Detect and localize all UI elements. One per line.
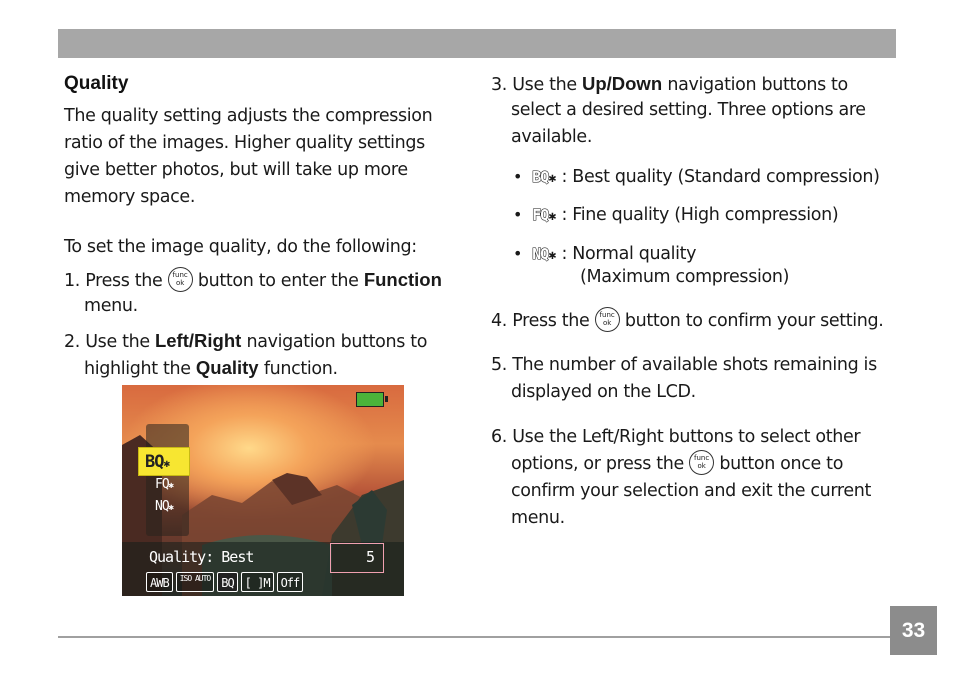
metering-icon: [ ]M (241, 572, 274, 592)
shots-remaining: 5 (330, 543, 384, 573)
awb-icon: AWB (146, 572, 173, 592)
func-ok-icon: func ok (595, 307, 620, 332)
intro-line-3: give better photos, but will take up more (64, 160, 408, 180)
step-bold: Up/Down (581, 73, 663, 94)
step-1-line-2: menu. (84, 296, 138, 316)
menu-option-nq: NQ✱ (155, 499, 174, 514)
lcd-icon-row (146, 572, 303, 594)
footer-divider (58, 636, 890, 638)
step-bold: Quality (195, 357, 259, 378)
selected-quality-option: BQ✱ (138, 447, 190, 476)
step-bold: Left/Right (154, 330, 242, 351)
camera-lcd-screenshot (122, 385, 404, 596)
page-number: 33 (890, 606, 937, 655)
step-6-line-3: confirm your selection and exit the current (511, 481, 872, 501)
fine-quality-icon: FQ (532, 205, 549, 224)
iso-auto-icon: ISO AUTO (176, 572, 215, 592)
step-5: 5. The number of available shots remaining is (491, 355, 877, 375)
lcd-quality-label: Quality: Best (149, 548, 254, 566)
func-ok-icon: func ok (168, 267, 193, 292)
intro-line-1: The quality setting adjusts the compression (64, 106, 433, 126)
self-timer-off-icon: Off (277, 572, 304, 592)
option-normal: • NQ✱ : Normal quality (513, 240, 696, 270)
step-text: Press the (85, 271, 163, 291)
step-2: 2. Use the Left/Right navigation buttons to (64, 330, 428, 352)
step-5-line-2: displayed on the LCD. (511, 382, 696, 402)
step-number: 1. (64, 271, 80, 291)
normal-quality-icon: NQ (532, 244, 549, 263)
quality-icon: BQ (217, 572, 237, 592)
step-3-line-2: select a desired setting. Three options are (511, 100, 866, 120)
intro-line-4: memory space. (64, 187, 196, 207)
step-1 (64, 266, 442, 295)
option-fine: • FQ✱ : Fine quality (High compression) (513, 201, 838, 231)
section-heading: Quality (64, 73, 129, 94)
battery-icon (356, 392, 384, 407)
step-6: 6. Use the Left/Right buttons to select other (491, 427, 861, 447)
lead-in: To set the image quality, do the following: (64, 237, 417, 257)
best-quality-icon: BQ (532, 167, 549, 186)
option-normal-line-2: (Maximum compression) (580, 267, 790, 287)
step-text: button to enter the (197, 271, 359, 291)
step-2-line-2: highlight the Quality function. (84, 357, 338, 379)
step-3: 3. Use the Up/Down navigation buttons to (491, 73, 848, 95)
option-best: • BQ✱ : Best quality (Standard compression) (513, 163, 880, 193)
step-bold: Function (363, 269, 442, 290)
func-ok-icon: func ok (689, 450, 714, 475)
menu-option-fq: FQ✱ (155, 477, 174, 492)
step-6-line-2: options, or press the func ok button once to (511, 451, 843, 478)
step-4: 4. Press the func ok button to confirm your setting. (491, 308, 884, 335)
header-bar (58, 29, 896, 58)
step-6-line-4: menu. (511, 508, 565, 528)
intro-line-2: ratio of the images. Higher quality settings (64, 133, 425, 153)
step-3-line-3: available. (511, 127, 593, 147)
